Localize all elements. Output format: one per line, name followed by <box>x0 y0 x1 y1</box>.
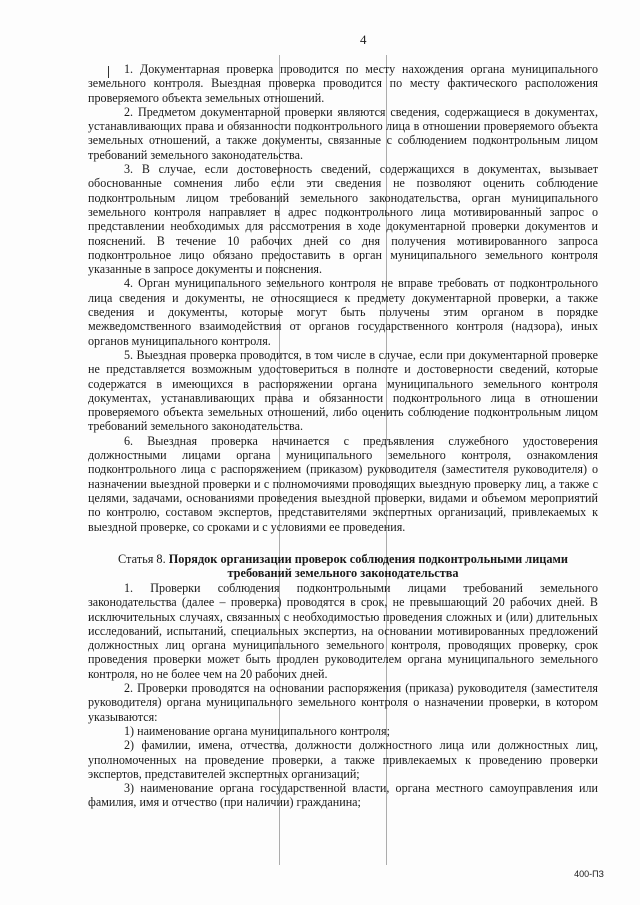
page-number: 4 <box>360 32 367 47</box>
paragraph-5: 5. Выездная проверка проводится, в том числе в случае, если при документарной проверке не представляется возможным удостовериться в полноте и достоверности сведений, которые содержатся в имеющихся в распоряжении органа муниципального земельного контроля документах, устанавливающих права и обязанности подконтрольного лица в отношении проверяемого объекта земельных отношений, либо оценить соблюдение подконтрольным лицом требований земельного законодательства. <box>88 347 598 434</box>
paragraph-3: 3. В случае, если достоверность сведений, содержащихся в документах, вызывает обоснованные сомнения либо если эти сведения не позволяют оценить соблюдение подконтрольным лицом требований земельного законодательства, орган муниципального земельного контроля направляет в адрес подконтрольного лица мотивированный запрос о представлении необходимых для рассмотрения в ходе документарной проверки документов и пояснений. В течение 10 рабочих дней со дня получения мотивированного запроса подконтрольное лицо обязано предоставить в орган муниципального земельного контроля указанные в запросе документы и пояснения. <box>88 162 598 277</box>
list-item-3: 3) наименование органа государственной власти, органа местного самоуправления или фамилия, имя и отчество (при наличии) гражданина; <box>88 781 598 810</box>
list-item-2: 2) фамилии, имена, отчества, должности должностного лица или должностных лиц, уполномоченных на проведение проверки, а также привлекаемых к проведению проверки экспертов, представителей экспертных организаций; <box>88 738 598 781</box>
article-paragraph-2: 2. Проверки проводятся на основании распоряжения (приказа) руководителя (заместителя руководителя) органа муниципального земельного контроля о назначении проверки, в котором указываются: <box>88 681 598 724</box>
article-title: Порядок организации проверок соблюдения подконтрольными лицами требований земельного законодательства <box>168 551 568 581</box>
paragraph-2: 2. Предметом документарной проверки являются сведения, содержащиеся в документах, устанавливающих права и обязанности подконтрольного лица в отношении проверяемого объекта земельных отношений, а также документы, связанные с соблюдением подконтрольным лицом требований земельного законодательства. <box>88 104 598 162</box>
document-body <box>88 62 598 810</box>
article-number: Статья 8. <box>118 551 166 566</box>
paragraph-6: 6. Выездная проверка начинается с предъявления служебного удостоверения должностными лицами органа муниципального земельного контроля, ознакомления подконтрольного лица с распоряжением (приказом) руководителя (заместителя руководителя) о назначении выездной проверки и с полномочиями проводящих выездную проверку лиц, а также с целями, задачами, основаниями проведения выездной проверки, видами и объемом мероприятий по контролю, составом экспертов, представителями экспертных организаций, привлекаемых к выездной проверке, со сроками и с условиями ее проведения. <box>88 433 598 534</box>
paragraph-4: 4. Орган муниципального земельного контроля не вправе требовать от подконтрольного лица сведения и документы, не относящиеся к предмету документарной проверки, а также сведения и документы, которые могут быть получены этим органом в порядке межведомственного взаимодействия от органов государственного контроля (надзора), иных органов муниципального контроля. <box>88 276 598 348</box>
list-item-1: 1) наименование органа муниципального контроля; <box>124 723 390 738</box>
article-heading <box>88 552 598 581</box>
paragraph-1: 1. Документарная проверка проводится по месту нахождения органа муниципального земельного контроля. Выездная проверка проводится по месту фактического расположения проверяемого объекта земельных отношений. <box>88 62 598 105</box>
article-paragraph-1: 1. Проверки соблюдения подконтрольными лицами требований земельного законодательства (далее – проверка) проводятся в срок, не превышающий 20 рабочих дней. В исключительных случаях, связанных с необходимостью проведения сложных и (или) длительных исследований, испытаний, специальных экспертиз, на основании мотивированных предложений должностных лиц органа муниципального земельного контроля, проводящих проверку, срок проведения проверки может быть продлен руководителем органа муниципального земельного контроля, но не более чем на 20 рабочих дней. <box>88 580 598 681</box>
document-code: 400-ПЗ <box>574 869 604 879</box>
